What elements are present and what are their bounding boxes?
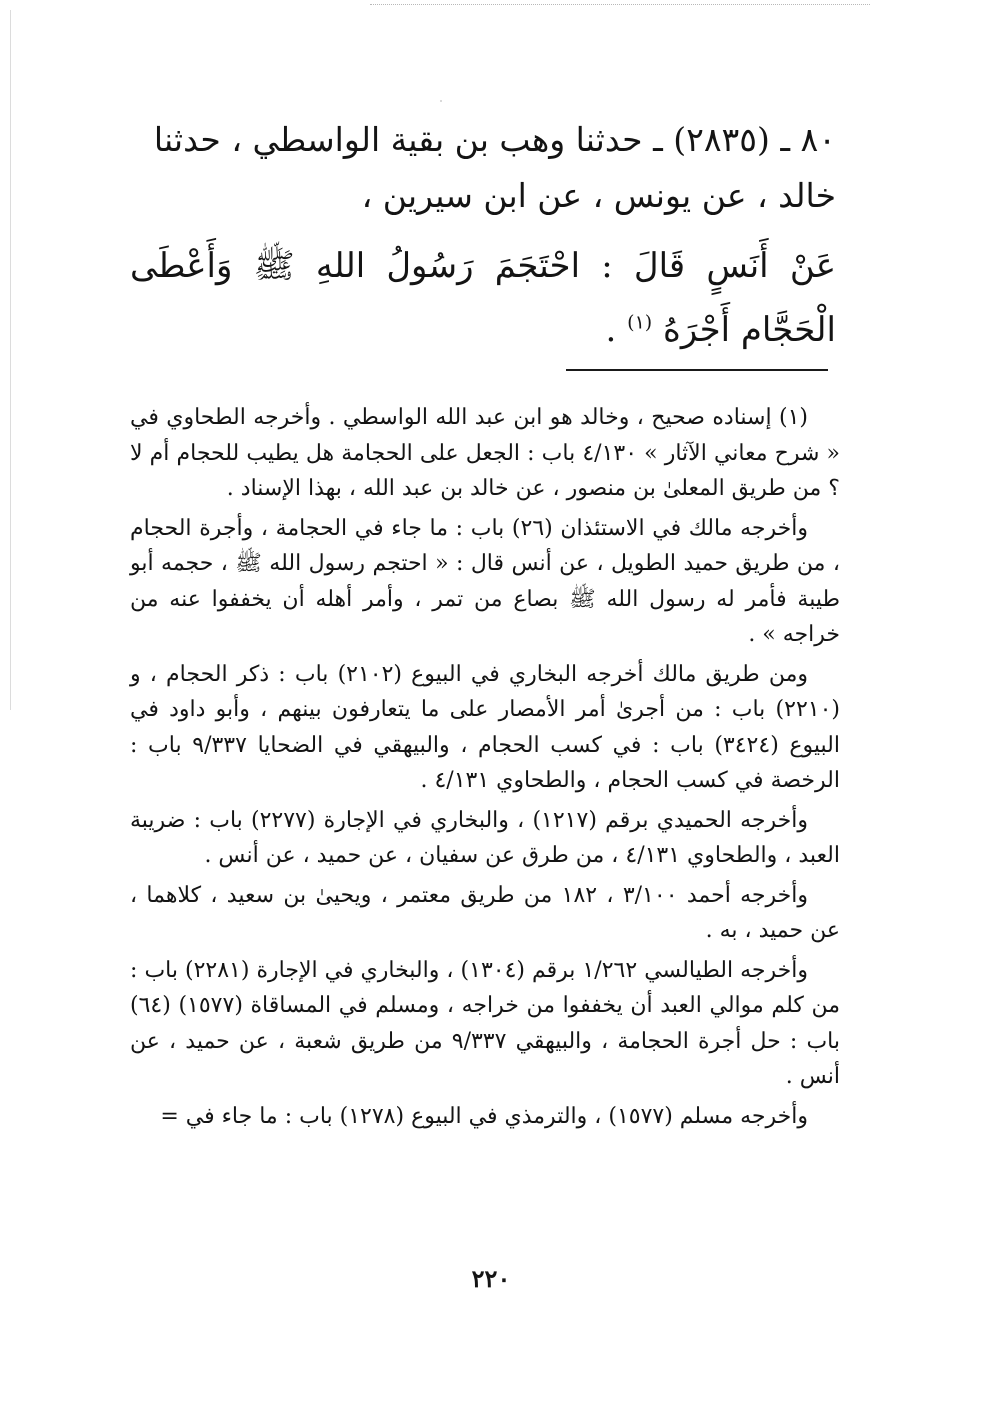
isnad-line-1: ٨٠ ـ (٢٨٣٥) ـ حدثنا وهب بن بقية الواسطي ، حدثنا <box>153 120 836 159</box>
footnotes-section <box>130 400 840 1138</box>
footnote-paragraph: ومن طريق مالك أخرجه البخاري في البيوع (٢١٠٢) باب : ذكر الحجام ، و (٢٢١٠) باب : من أجرىٰ أمر الأمصار على ما يتعارفون بينهم ، وأبو داود في البيوع (٣٤٢٤) باب : في كسب الحجام ، والبيهقي في الضحايا ٩/٣٣٧ باب : الرخصة في كسب الحجام ، والطحاوي ٤/١٣١ . <box>130 661 841 793</box>
matn-text <box>130 234 836 362</box>
matn-body: عَنْ أَنَسٍ قَالَ : احْتَجَمَ رَسُولُ اللهِ ﷺ وَأَعْطَى الْحَجَّام أَجْرَهُ <box>130 246 836 350</box>
footnote-paragraph: (١) إسناده صحيح ، وخالد هو ابن عبد الله الواسطي . وأخرجه الطحاوي في « شرح معاني الآثار » ٤/١٣٠ باب : الجعل على الحجامة هل يطيب للحجام أم لا ؟ من طريق المعلىٰ بن منصور ، عن خالد بن عبد الله ، بهذا الإسناد . <box>130 405 840 501</box>
top-scan-rule <box>370 4 870 5</box>
footnote-divider <box>566 369 828 371</box>
footnote-paragraph: وأخرجه الطيالسي ١/٢٦٢ برقم (١٣٠٤) ، والبخاري في الإجارة (٢٢٨١) باب : من كلم موالي العبد أن يخففوا من خراجه ، ومسلم في المساقاة (١٥٧٧) (٦٤) باب : حل أجرة الحجامة ، والبيهقي ٩/٣٣٧ من طريق شعبة ، عن حميد ، عن أنس . <box>130 957 840 1089</box>
footnote-paragraph: وأخرجه مسلم (١٥٧٧) ، والترمذي في البيوع (١٢٧٨) باب : ما جاء في = <box>160 1103 808 1129</box>
left-scan-edge <box>10 10 11 710</box>
footnote-marker[interactable]: (١) <box>627 311 653 334</box>
footnote-paragraph: وأخرجه مالك في الاستئذان (٢٦) باب : ما جاء في الحجامة ، وأجرة الحجام ، من طريق حميد الطويل ، عن أنس قال : « احتجم رسول الله ﷺ ، حجمه أبو طيبة فأمر له رسول الله ﷺ بصاع من تمر ، وأمر أهله أن يخففوا عنه من خراجه » . <box>130 515 840 647</box>
footnote-paragraph: وأخرجه الحميدي برقم (١٢١٧) ، والبخاري في الإجارة (٢٢٧٧) باب : ضريبة العبد ، والطحاوي ٤/١٣١ ، من طرق عن سفيان ، عن حميد ، عن أنس . <box>130 807 840 868</box>
page-number: ٢٢٠ <box>471 1264 511 1293</box>
matn-end-mark: . <box>605 310 617 350</box>
footnote-paragraph: وأخرجه أحمد ٣/١٠٠ ، ١٨٢ من طريق معتمر ، ويحيىٰ بن سعيد ، كلاهما ، عن حميد ، به . <box>130 882 840 943</box>
scan-speck <box>440 100 442 102</box>
hadith-body <box>130 112 836 362</box>
isnad-line-2: خالد ، عن يونس ، عن ابن سيرين ، <box>361 176 836 215</box>
